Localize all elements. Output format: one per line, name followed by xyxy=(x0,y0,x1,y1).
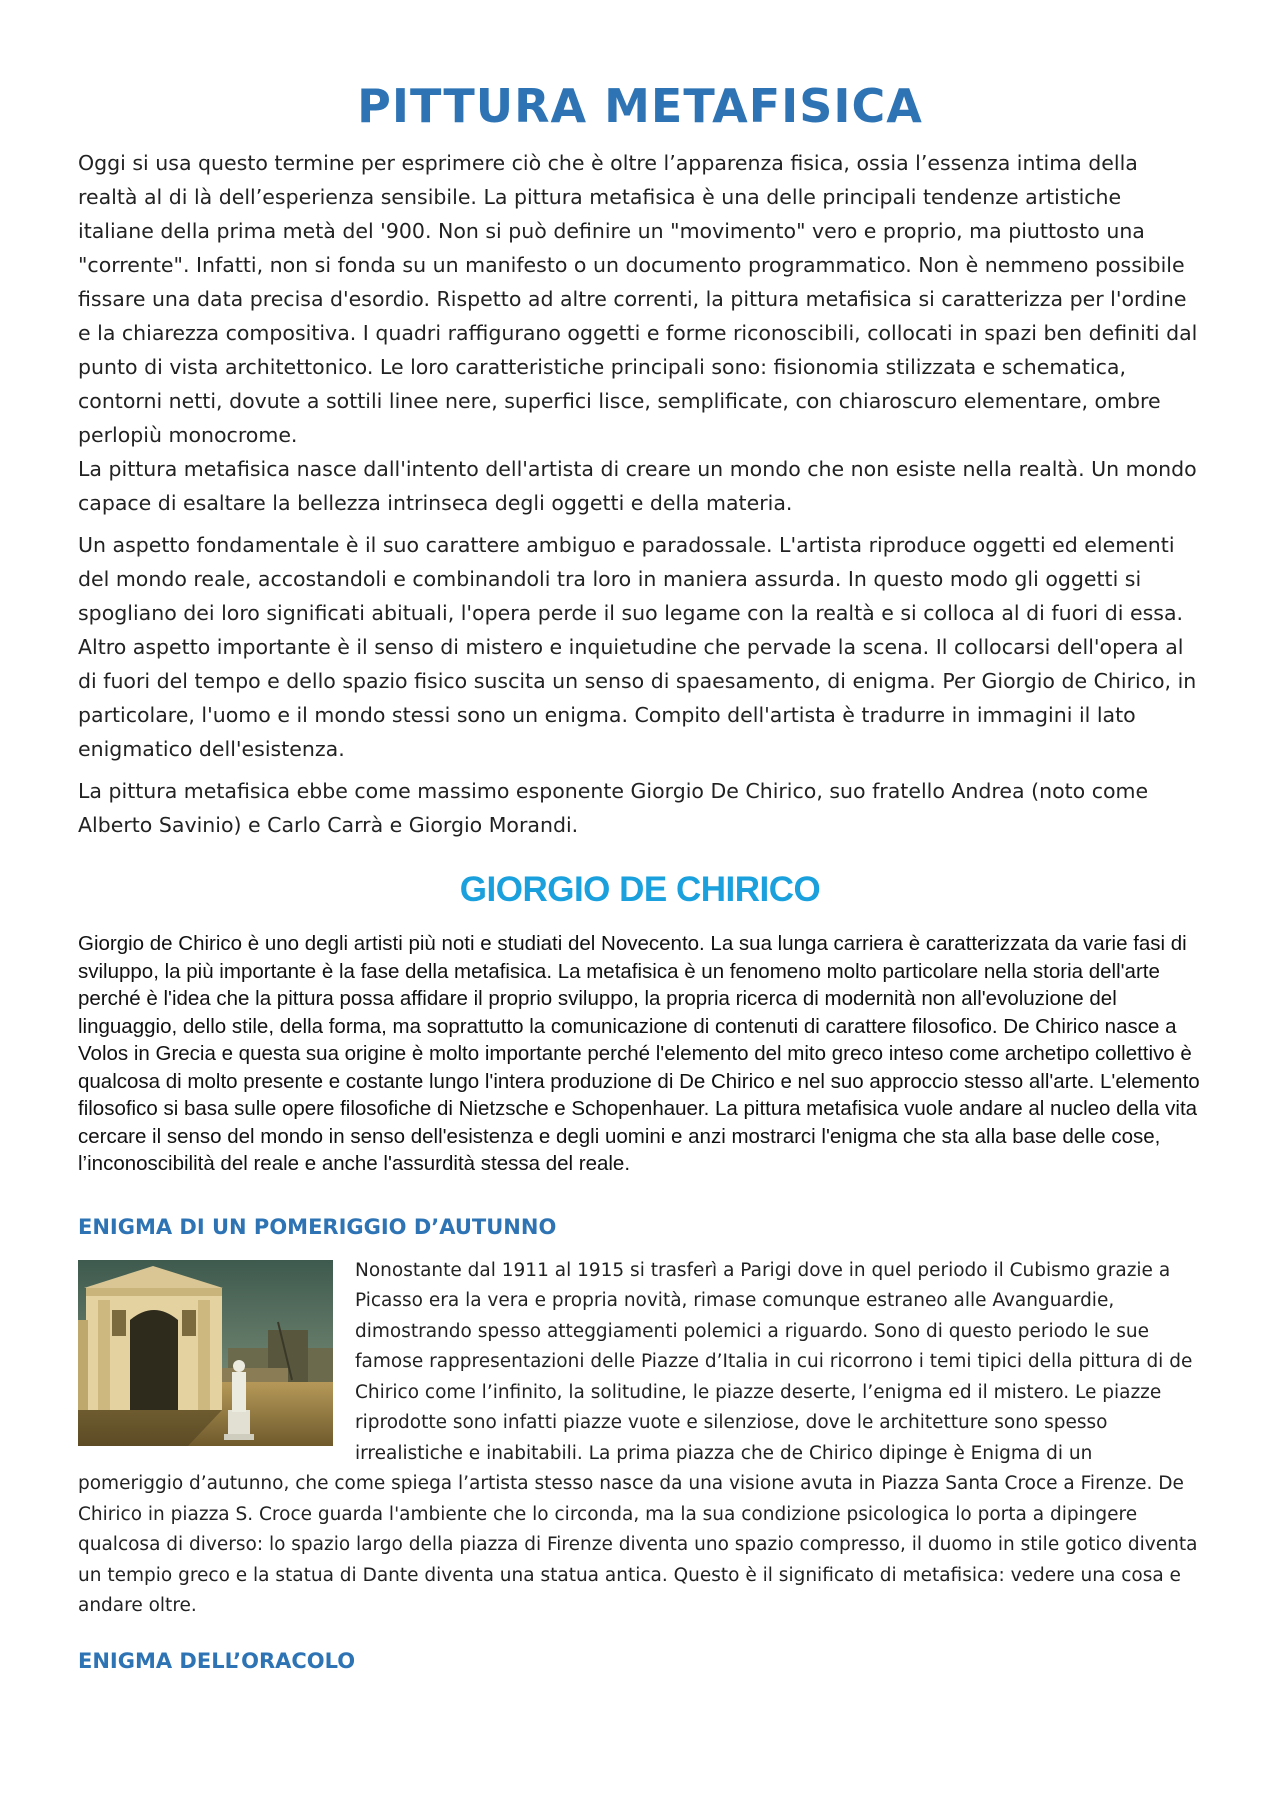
intro-paragraph-3: Un aspetto fondamentale è il suo carattere ambiguo e paradossale. L'artista riproduce oggetti ed elementi del mondo reale, accostandoli e combinandoli tra loro in maniera assurda. In questo modo gli oggetti si spogliano dei loro significati abituali, l'opera perde il suo legame con la realtà e si colloca al di fuori di essa. Altro aspetto importante è il senso di mistero e inquietudine che pervade la scena. Il collocarsi dell'opera al di fuori del tempo e dello spazio fisico suscita un senso di spaesamento, di enigma. Per Giorgio de Chirico, in particolare, l'uomo e il mondo stessi sono un enigma. Compito dell'artista è tradurre in immagini il lato enigmatico dell'esistenza. xyxy=(78,533,1197,761)
intro-paragraph-1: Oggi si usa questo termine per esprimere ciò che è oltre l’apparenza fisica, ossia l’essenza intima della realtà al di là dell’esperienza sensibile. La pittura metafisica è una delle principali tendenze artistiche italiane della prima metà del '900. Non si può definire un "movimento" vero e proprio, ma piuttosto una "corrente". Infatti, non si fonda su un manifesto o un documento programmatico. Non è nemmeno possibile fissare una data precisa d'esordio. Rispetto ad altre correnti, la pittura metafisica si caratterizza per l'ordine e la chiarezza compositiva. I quadri raffigurano oggetti e forme riconoscibili, collocati in spazi ben definiti dal punto di vista architettonico. Le loro caratteristiche principali sono: fisionomia stilizzata e schematica, contorni netti, dovute a sottili linee nere, superfici lisce, semplificate, con chiaroscuro elementare, ombre perlopiù monocrome. xyxy=(78,151,1198,447)
intro-paragraph-4: La pittura metafisica ebbe come massimo esponente Giorgio De Chirico, suo fratello Andrea (noto come Alberto Savinio) e Carlo Carrà e Giorgio Morandi. xyxy=(78,779,1149,837)
painting-image xyxy=(78,1260,333,1446)
chirico-paragraph: Giorgio de Chirico è uno degli artisti più noti e studiati del Novecento. La sua lunga carriera è caratterizzata da varie fasi di sviluppo, la più importante è la fase della metafisica. La metafisica è un fenomeno molto particolare nella storia dell'arte perché è l'idea che la pittura possa affidare il proprio sviluppo, la propria ricerca di modernità non all'evoluzione del linguaggio, dello stile, della forma, ma soprattutto la comunicazione di contenuti di carattere filosofico. De Chirico nasce a Volos in Grecia e questa sua origine è molto importante perché l'elemento del mito greco inteso come archetipo collettivo è qualcosa di molto presente e costante lungo l'intera produzione di De Chirico e nel suo approccio stesso all'arte. L'elemento filosofico si basa sulle opere filosofiche di Nietzsche e Schopenhauer. La pittura metafisica vuole andare al nucleo della vita cercare il senso del mondo in senso dell'esistenza e degli uomini e anzi mostrarci l'enigma che sta alla base delle cose, l’inconoscibilità del reale e anche l'assurdità stessa del reale. xyxy=(78,932,1200,1175)
subsection-title-enigma-oracolo: ENIGMA DELL’ORACOLO xyxy=(78,1648,356,1673)
intro-paragraph-2: La pittura metafisica nasce dall'intento dell'artista di creare un mondo che non esiste nella realtà. Un mondo capace di esaltare la bellezza intrinseca degli oggetti e della materia. xyxy=(78,457,1197,515)
enigma-autunno-paragraph: Nonostante dal 1911 al 1915 si trasferì a Parigi dove in quel periodo il Cubismo grazie a Picasso era la vera e propria novità, rimase comunque estraneo alle Avanguardie, dimostrando spesso atteggiamenti polemici a riguardo. Sono di questo periodo le sue famose rappresentazioni delle Piazze d’Italia in cui ricorrono i temi tipici della pittura di de Chirico come l’infinito, la solitudine, le piazze deserte, l’enigma ed il mistero. Le piazze riprodotte sono infatti piazze vuote e silenziose, dove le architetture sono spesso irrealistiche e inabitabili. La prima piazza che de Chirico dipinge è Enigma di un pomeriggio d’autunno, che come spiega l’artista stesso nasce da una visione avuta in Piazza Santa Croce a Firenze. De Chirico in piazza S. Croce guarda l'ambiente che lo circonda, ma la sua condizione psicologica lo porta a dipingere qualcosa di diverso: lo spazio largo della piazza di Firenze diventa uno spazio compresso, il duomo in stile gotico diventa un tempio greco e la statua di Dante diventa una statua antica. Questo è il significato di metafisica: vedere una cosa e andare oltre. xyxy=(78,1259,1198,1616)
page-title: PITTURA METAFISICA xyxy=(357,79,923,133)
enigma-autunno-block xyxy=(78,1256,1202,1622)
section-title-chirico: GIORGIO DE CHIRICO xyxy=(459,870,821,909)
subsection-title-enigma-autunno: ENIGMA DI UN POMERIGGIO D’AUTUNNO xyxy=(78,1214,557,1239)
